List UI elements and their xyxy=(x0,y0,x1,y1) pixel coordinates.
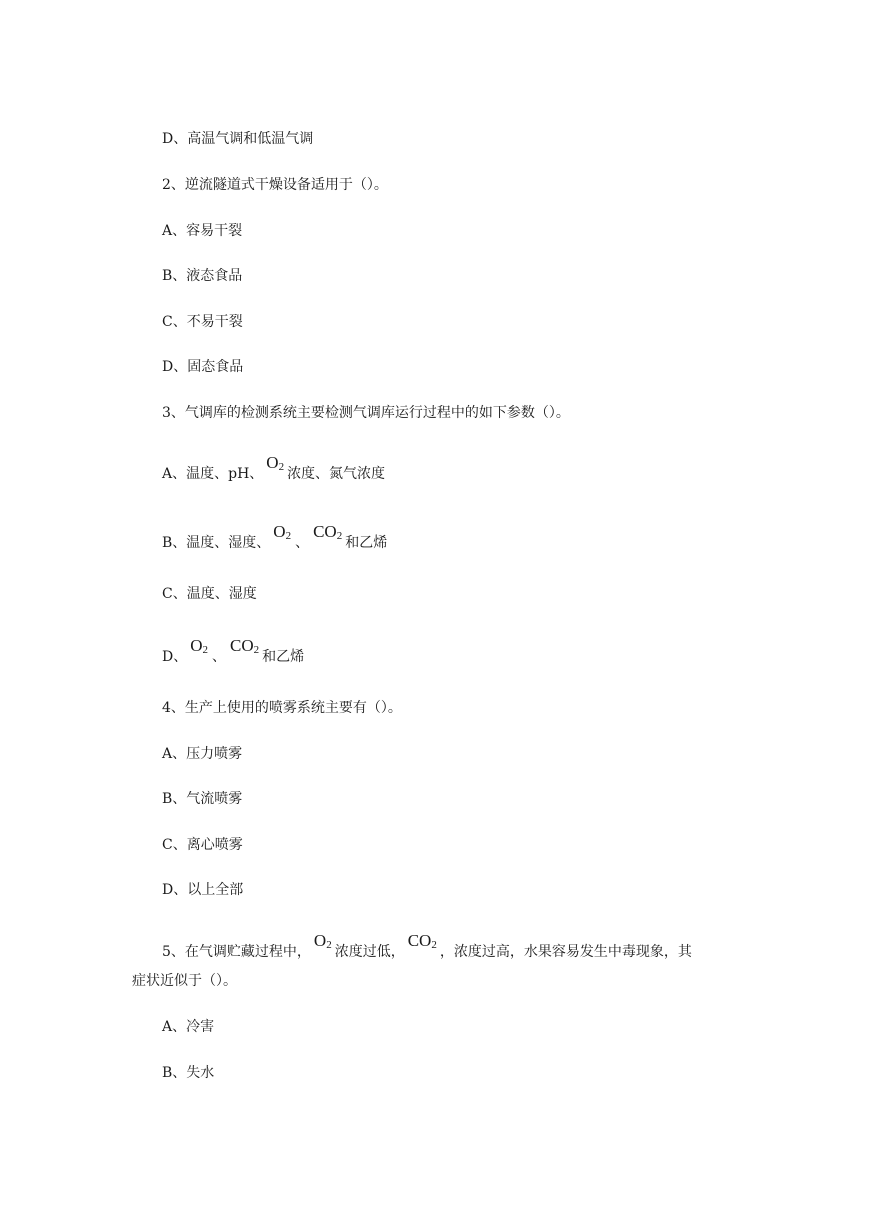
q2-option-d: D、固态食品 xyxy=(162,359,244,375)
q3-option-d-prefix: D、 xyxy=(162,649,188,665)
q3-option-d-sep: 、 xyxy=(212,649,227,665)
co2-formula: $CO_2$ xyxy=(313,522,343,542)
q2-option-c: C、不易干裂 xyxy=(162,314,243,330)
q3-option-a-prefix: A、温度、pH、 xyxy=(162,466,264,482)
q5-stem-line2: 症状近似于（）。 xyxy=(132,973,237,989)
q3-option-b-prefix: B、温度、湿度、 xyxy=(162,535,271,551)
co2-formula: $CO_2$ xyxy=(407,931,437,951)
q5-part1: 5、在气调贮藏过程中， xyxy=(162,944,311,960)
q3-option-c: C、温度、湿度 xyxy=(162,586,257,602)
q2-option-a: A、容易干裂 xyxy=(162,223,243,239)
q4-option-c: C、离心喷雾 xyxy=(162,837,243,853)
q4-option-d: D、以上全部 xyxy=(162,882,244,898)
q3-option-d-suffix: 和乙烯 xyxy=(262,649,305,665)
q4-option-a: A、压力喷雾 xyxy=(162,746,243,762)
q5-part2: 浓度过低， xyxy=(334,944,405,960)
q3-option-b-suffix: 和乙烯 xyxy=(345,535,388,551)
q3-option-b-sep: 、 xyxy=(295,535,310,551)
co2-formula: $CO_2$ xyxy=(230,636,260,656)
q3-option-d xyxy=(162,636,305,669)
q2-stem: 2、逆流隧道式干燥设备适用于（）。 xyxy=(162,177,388,193)
q4-stem: 4、生产上使用的喷雾系统主要有（）。 xyxy=(162,700,402,716)
q3-stem: 3、气调库的检测系统主要检测气调库运行过程中的如下参数（）。 xyxy=(162,405,570,421)
q3-option-a xyxy=(162,453,386,486)
q1-option-d: D、高温气调和低温气调 xyxy=(162,131,314,147)
q3-option-a-suffix: 浓度、氮气浓度 xyxy=(287,466,386,482)
o2-formula: $O_2$ xyxy=(313,931,332,951)
q4-option-b: B、气流喷雾 xyxy=(162,791,243,807)
q2-option-b: B、液态食品 xyxy=(162,268,243,284)
q5-option-b: B、失水 xyxy=(162,1065,215,1081)
q5-part3: ，浓度过高，水果容易发生中毒现象，其 xyxy=(439,944,692,960)
q3-option-b xyxy=(162,522,388,555)
o2-formula: $O_2$ xyxy=(266,453,285,473)
q5-option-a: A、冷害 xyxy=(162,1019,215,1035)
o2-formula: $O_2$ xyxy=(190,636,209,656)
o2-formula: $O_2$ xyxy=(273,522,292,542)
q5-stem-line1 xyxy=(162,931,692,964)
